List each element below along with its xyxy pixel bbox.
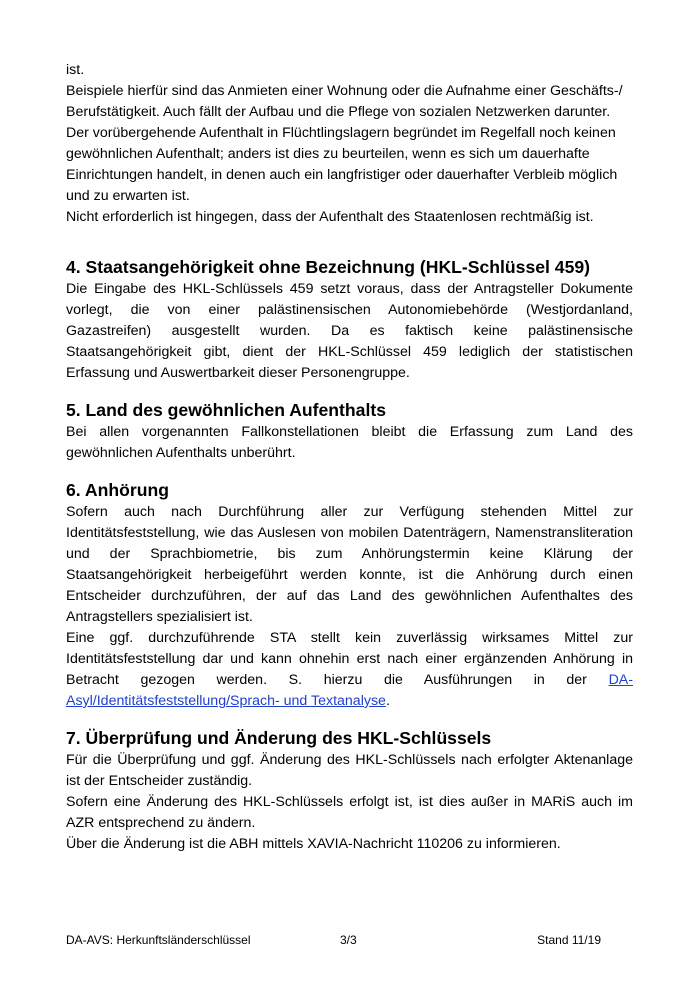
section-6-text-2-end: . <box>385 693 390 709</box>
intro-paragraph-1: ist. <box>66 62 85 78</box>
intro-paragraph-3: Der vorübergehende Aufenthalt in Flüchtlingslagern begründet im Regelfall noch keinen gewöhnlichen Aufenthalt; anders ist dies zu beurteilen, wenn es sich um dauerhafte Einrichtungen handelt, in denen auch ein langfristiger oder dauerhafter Verbleib möglich und zu erwarten ist. <box>66 125 618 204</box>
footer-page-number: 3/3 <box>340 933 357 947</box>
intro-paragraph-4: Nicht erforderlich ist hingegen, dass der Aufenthalt des Staatenlosen rechtmäßig ist. <box>66 209 594 225</box>
da-asyl-reference-link[interactable]: DA-Asyl/Identitätsfeststellung/Sprach- und Textanalyse <box>66 672 633 709</box>
section-7-text-2: Sofern eine Änderung des HKL-Schlüssels erfolgt ist, ist dies außer in MARiS auch im AZR entsprechend zu ändern. <box>66 794 633 831</box>
footer-revision-date: Stand 11/19 <box>537 933 601 947</box>
section-7-text-3: Über die Änderung ist die ABH mittels XAVIA-Nachricht 110206 zu informieren. <box>66 836 561 852</box>
section-7-text-1: Für die Überprüfung und ggf. Änderung des HKL-Schlüssels nach erfolgter Aktenanlage ist der Entscheider zuständig. <box>66 752 633 789</box>
section-5-heading: 5. Land des gewöhnlichen Aufenthalts <box>66 400 386 420</box>
section-6-text-2-body: Eine ggf. durchzuführende STA stellt kein zuverlässig wirksames Mittel zur Identitätsfeststellung dar und kann ohnehin erst nach einer ergänzenden Anhörung in Betracht gezogen werden. S. hierzu die Ausführungen in der <box>66 630 633 688</box>
section-4-text: Die Eingabe des HKL-Schlüssels 459 setzt voraus, dass der Antragsteller Dokumente vorlegt, die von einer palästinensischen Autonomiebehörde (Westjordanland, Gazastreifen) ausgestellt wurden. Da es faktisch keine palästinensische Staatsangehörigkeit gibt, dient der HKL-Schlüssel 459 lediglich der statistischen Erfassung und Auswertbarkeit dieser Personengruppe. <box>66 281 633 381</box>
section-4-heading: 4. Staatsangehörigkeit ohne Bezeichnung (HKL-Schlüssel 459) <box>66 257 591 277</box>
section-6-text-1: Sofern auch nach Durchführung aller zur Verfügung stehenden Mittel zur Identitätsfeststellung, wie das Auslesen von mobilen Datenträgern, Namenstransliteration und der Sprachbiometrie, bis zum Anhörungstermin keine Klärung der Staatsangehörigkeit herbeigeführt werden konnte, ist die Anhörung durch einen Entscheider durchzuführen, der auf das Land des gewöhnlichen Aufenthaltes des Antragstellers spezialisiert ist. <box>66 504 633 625</box>
section-5-text: Bei allen vorgenannten Fallkonstellationen bleibt die Erfassung zum Land des gewöhnlichen Aufenthalts unberührt. <box>66 424 633 461</box>
intro-paragraph-2: Beispiele hierfür sind das Anmieten einer Wohnung oder die Aufnahme einer Geschäfts-/ Berufstätigkeit. Auch fällt der Aufbau und die Pflege von sozialen Netzwerken darunter. <box>66 83 623 120</box>
document-body <box>66 60 633 855</box>
section-7-heading: 7. Überprüfung und Änderung des HKL-Schlüssels <box>66 728 492 748</box>
footer-document-title: DA-AVS: Herkunftsländerschlüssel <box>66 933 251 947</box>
section-6-heading: 6. Anhörung <box>66 480 169 500</box>
section-6-text-2 <box>66 628 633 712</box>
